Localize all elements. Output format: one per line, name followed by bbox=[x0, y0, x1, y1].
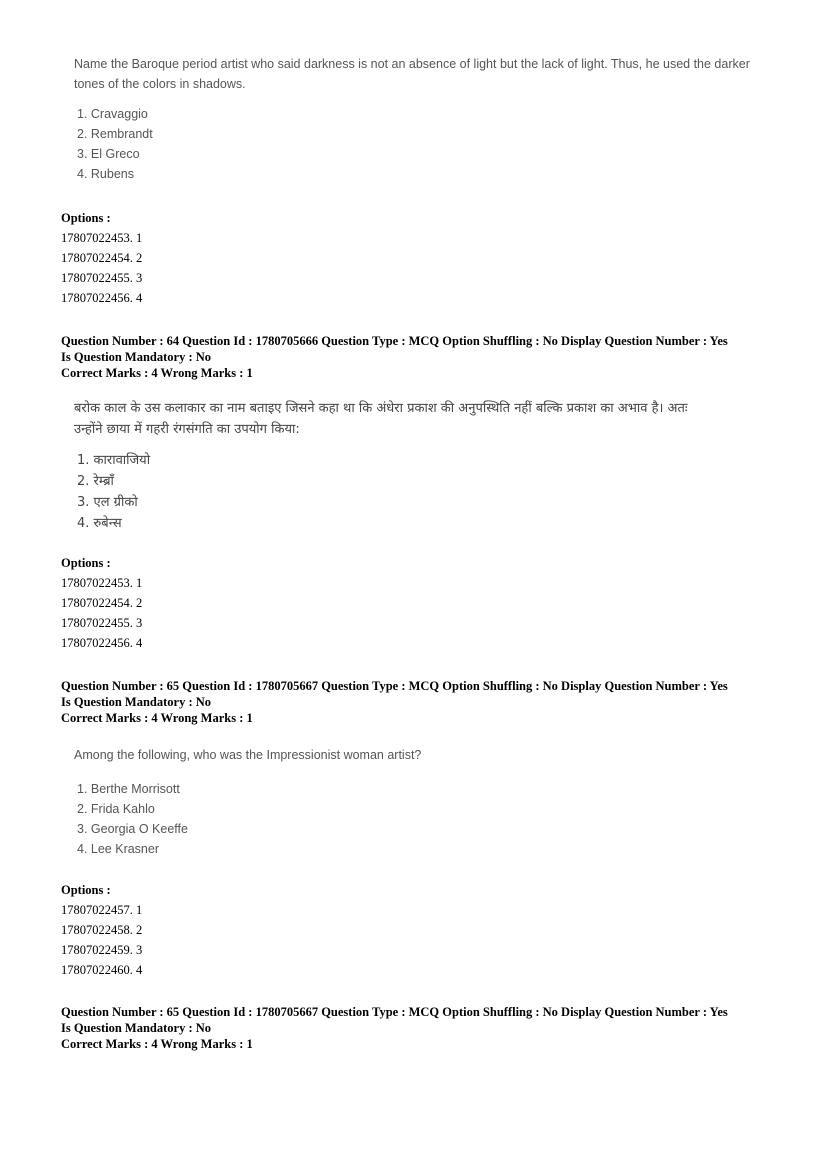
choice-item: 1. कारावाजियो bbox=[77, 453, 151, 468]
option-row: 17807022454. 2 bbox=[61, 251, 143, 265]
choice-list bbox=[74, 779, 774, 859]
question-meta-line: Question Number : 65 Question Id : 1780705667 Question Type : MCQ Option Shuffling : No Display Question Number : Yes bbox=[61, 679, 728, 693]
choice-item: 4. रुबेन्स bbox=[77, 516, 122, 531]
option-row: 17807022455. 3 bbox=[61, 271, 143, 285]
choice-item: 1. Cravaggio bbox=[77, 107, 148, 121]
question-text: Among the following, who was the Impressionist woman artist? bbox=[74, 748, 422, 762]
question-image-q65-en bbox=[74, 745, 774, 859]
option-row: 17807022453. 1 bbox=[61, 231, 143, 245]
question-image-q64-hi bbox=[74, 398, 774, 534]
options-label: Options : bbox=[61, 211, 111, 225]
choice-list bbox=[74, 104, 774, 184]
option-row: 17807022455. 3 bbox=[61, 616, 143, 630]
question-meta-line: Question Number : 64 Question Id : 1780705666 Question Type : MCQ Option Shuffling : No Display Question Number : Yes bbox=[61, 334, 728, 348]
choice-item: 2. Rembrandt bbox=[77, 127, 153, 141]
question-meta-q64 bbox=[61, 333, 781, 381]
question-mandatory-line: Is Question Mandatory : No bbox=[61, 350, 212, 364]
option-row: 17807022456. 4 bbox=[61, 636, 143, 650]
option-row: 17807022453. 1 bbox=[61, 576, 143, 590]
marks-line: Correct Marks : 4 Wrong Marks : 1 bbox=[61, 711, 253, 725]
question-meta-q65 bbox=[61, 678, 781, 726]
choice-item: 3. एल ग्रीको bbox=[77, 495, 138, 510]
options-label: Options : bbox=[61, 556, 111, 570]
question-meta-line: Question Number : 65 Question Id : 1780705667 Question Type : MCQ Option Shuffling : No Display Question Number : Yes bbox=[61, 1005, 728, 1019]
option-row: 17807022457. 1 bbox=[61, 903, 143, 917]
choice-item: 4. Lee Krasner bbox=[77, 842, 159, 856]
choice-item: 2. Frida Kahlo bbox=[77, 802, 155, 816]
option-row: 17807022459. 3 bbox=[61, 943, 143, 957]
option-row: 17807022458. 2 bbox=[61, 923, 143, 937]
question-image-q63-en bbox=[74, 54, 774, 184]
options-block bbox=[61, 880, 361, 980]
choice-item: 4. Rubens bbox=[77, 167, 134, 181]
option-row: 17807022460. 4 bbox=[61, 963, 143, 977]
question-mandatory-line: Is Question Mandatory : No bbox=[61, 695, 212, 709]
marks-line: Correct Marks : 4 Wrong Marks : 1 bbox=[61, 1037, 253, 1051]
choice-item: 3. Georgia O Keeffe bbox=[77, 822, 188, 836]
marks-line: Correct Marks : 4 Wrong Marks : 1 bbox=[61, 366, 253, 380]
options-block bbox=[61, 553, 361, 653]
question-text-line: बरोक काल के उस कलाकार का नाम बताइए जिसने कहा था कि अंधेरा प्रकाश की अनुपस्थिति नहीं बल्कि प्रकाश का अभाव है। अतः bbox=[74, 401, 688, 416]
choice-item: 1. Berthe Morrisott bbox=[77, 782, 180, 796]
question-mandatory-line: Is Question Mandatory : No bbox=[61, 1021, 212, 1035]
choice-list bbox=[74, 450, 774, 534]
question-meta-q65-repeat bbox=[61, 1004, 781, 1052]
choice-item: 3. El Greco bbox=[77, 147, 140, 161]
option-row: 17807022456. 4 bbox=[61, 291, 143, 305]
options-label: Options : bbox=[61, 883, 111, 897]
choice-item: 2. रेम्ब्राँ bbox=[77, 474, 114, 489]
option-row: 17807022454. 2 bbox=[61, 596, 143, 610]
question-text: Name the Baroque period artist who said darkness is not an absence of light but the lack of light. Thus, he used the darker tones of the colors in shadows. bbox=[74, 57, 750, 91]
question-text-line: उन्होंने छाया में गहरी रंगसंगति का उपयोग किया: bbox=[74, 422, 300, 437]
options-block bbox=[61, 208, 361, 308]
